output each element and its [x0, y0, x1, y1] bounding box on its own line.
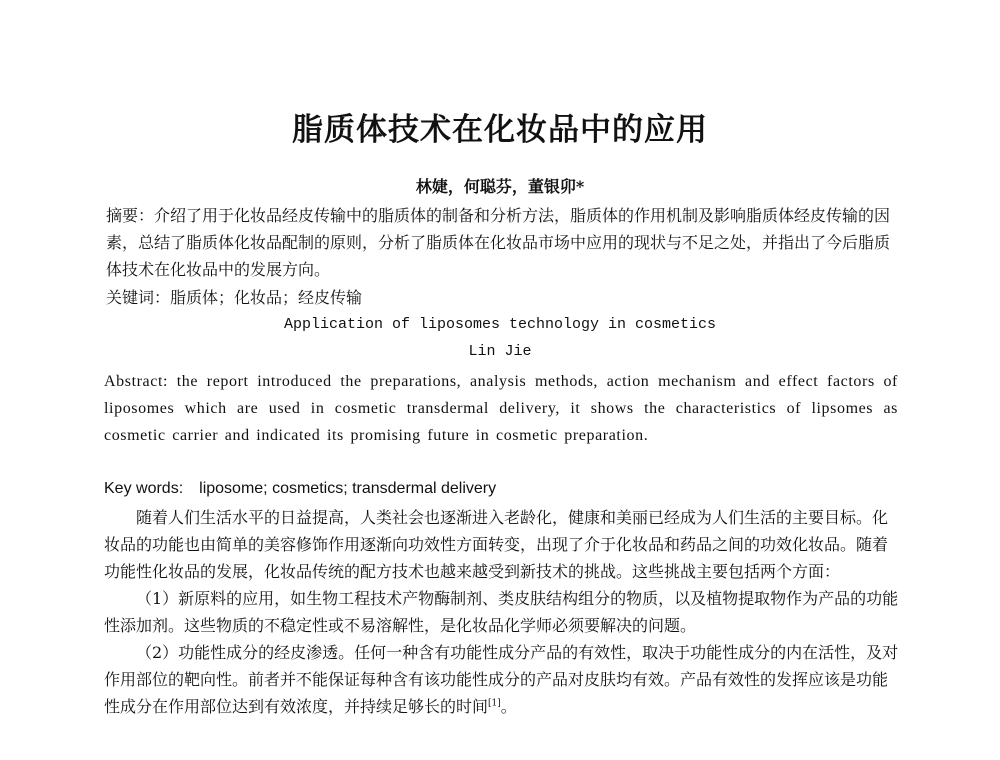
- body-paragraph-3-end: 。: [500, 697, 517, 716]
- abstract-english: Abstract: the report introduced the preparations, analysis methods, action mechanism and effect factors of liposomes which are used in cosmetic transdermal delivery, it shows the characteristics of lipsomes as cosmetic carrier and indicated its promising future in cosmetic preparation.: [104, 373, 898, 444]
- keywords-english: [104, 478, 898, 500]
- keywords-english-values: liposome; cosmetics; transdermal delivery: [199, 480, 497, 497]
- paper-authors: 林婕，何聪芬，董银卯*: [415, 177, 585, 196]
- body-paragraph-2: （1）新原料的应用，如生物工程技术产物酶制剂、类皮肤结构组分的物质，以及植物提取物作为产品的功能性添加剂。这些物质的不稳定性或不易溶解性，是化妆品化学师必须要解决的问题。: [104, 589, 899, 635]
- keywords-english-label: Key words:: [104, 480, 184, 497]
- paper-title: 脂质体技术在化妆品中的应用: [292, 112, 708, 148]
- citation-ref: [1]: [488, 698, 501, 709]
- body-paragraph-3-text: （2）功能性成分的经皮渗透。任何一种含有功能性成分产品的有效性，取决于功能性成分的内在活性，及对作用部位的靶向性。前者并不能保证每种含有该功能性成分的产品对皮肤均有效。产品有效性的发挥应该是功能性成分在作用部位达到有效浓度，并持续足够长的时间: [104, 643, 899, 716]
- body-paragraph-3: [104, 639, 901, 720]
- english-title: Application of liposomes technology in cosmetics: [283, 316, 717, 333]
- english-author: Lin Jie: [468, 343, 532, 360]
- body-text: [104, 504, 901, 720]
- keywords-chinese: 关键词：脂质体；化妆品；经皮传输: [106, 288, 363, 307]
- body-paragraph-1: 随着人们生活水平的日益提高，人类社会也逐渐进入老龄化，健康和美丽已经成为人们生活的主要目标。化妆品的功能也由简单的美容修饰作用逐渐向功效性方面转变，出现了介于化妆品和药品之间的功效化妆品。随着功能性化妆品的发展，化妆品传统的配方技术也越来越受到新技术的挑战。这些挑战主要包括两个方面：: [104, 508, 889, 581]
- abstract-chinese: 摘要：介绍了用于化妆品经皮传输中的脂质体的制备和分析方法，脂质体的作用机制及影响脂质体经皮传输的因素，总结了脂质体化妆品配制的原则，分析了脂质体在化妆品市场中应用的现状与不足之处，并指出了今后脂质体技术在化妆品中的发展方向。: [106, 206, 891, 279]
